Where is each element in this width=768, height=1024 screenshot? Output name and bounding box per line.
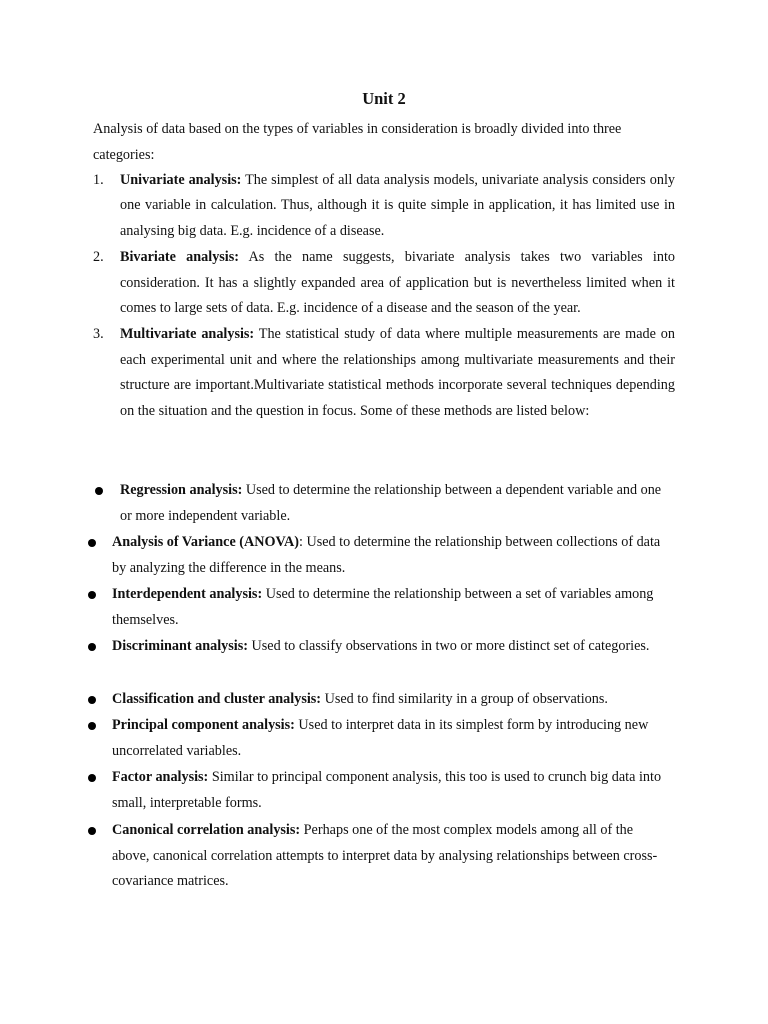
- term: Regression analysis:: [120, 482, 243, 498]
- description: : Used to determine the relationship between collections of data by analyzing the difference in the means.: [112, 534, 661, 576]
- bullet-icon: [95, 487, 103, 495]
- category-item: [93, 322, 675, 424]
- description: Used to find similarity in a group of observations.: [321, 691, 608, 707]
- method-item: [112, 765, 674, 816]
- description: The simplest of all data analysis models, univariate analysis considers only one variable in calculation. Thus, although it is quite simple in application, it has limited use in analysing big data. E.g. incidence of a disease.: [120, 172, 675, 239]
- description: Used to classify observations in two or more distinct set of categories.: [247, 638, 650, 654]
- term: Univariate analysis:: [120, 172, 242, 188]
- term: Multivariate analysis:: [120, 326, 255, 343]
- bullet-icon: [88, 774, 96, 782]
- bullet-icon: [88, 539, 96, 547]
- bullet-icon: [88, 591, 96, 599]
- intro-paragraph: Analysis of data based on the types of variables in consideration is broadly divided into three categories:: [93, 121, 622, 163]
- list-number: 1.: [93, 172, 104, 188]
- list-number: 3.: [93, 326, 104, 343]
- description: Similar to principal component analysis, this too is used to crunch big data into small, interpretable forms.: [112, 769, 662, 811]
- categories-list: [93, 168, 675, 425]
- method-item: [112, 687, 674, 713]
- list-number: 2.: [93, 249, 104, 266]
- method-item: [112, 582, 674, 633]
- description: Used to interpret data in its simplest form by introducing new uncorrelated variables.: [112, 717, 649, 759]
- bullet-icon: [88, 827, 96, 835]
- term: Factor analysis:: [112, 769, 209, 785]
- term: Principal component analysis:: [112, 717, 295, 733]
- method-item: [120, 478, 676, 529]
- term: Bivariate analysis:: [120, 249, 239, 266]
- description: Perhaps one of the most complex models among all of the above, canonical correlation attempts to interpret data by analysing relationships between cross-covariance matrices.: [112, 822, 658, 890]
- bullet-icon: [88, 643, 96, 651]
- term: Analysis of Variance (ANOVA): [112, 534, 299, 550]
- bullet-icon: [88, 696, 96, 704]
- category-item: [93, 168, 675, 244]
- description: The statistical study of data where multiple measurements are made on each experimental unit and where the relationships among multivariate measurements and their structure are important.Multivariate statistical methods incorporate several techniques depending on the situation and the question in focus. Some of these methods are listed below:: [120, 326, 675, 419]
- category-item: [93, 245, 675, 321]
- term: Discriminant analysis:: [112, 638, 248, 654]
- method-item: [112, 713, 674, 764]
- method-item: [112, 818, 674, 895]
- page-title: Unit 2: [362, 89, 406, 108]
- description: Used to determine the relationship between a dependent variable and one or more independent variable.: [120, 482, 662, 524]
- description: As the name suggests, bivariate analysis takes two variables into consideration. It has a slightly expanded area of application but is nevertheless limited when it comes to large sets of data. E.g. incidence of a disease and the season of the year.: [120, 249, 675, 317]
- method-item: [112, 530, 674, 581]
- term: Interdependent analysis:: [112, 586, 263, 602]
- bullet-icon: [88, 722, 96, 730]
- method-item: [112, 634, 674, 660]
- term: Classification and cluster analysis:: [112, 691, 322, 707]
- description: Used to determine the relationship between a set of variables among themselves.: [112, 586, 654, 628]
- term: Canonical correlation analysis:: [112, 822, 301, 838]
